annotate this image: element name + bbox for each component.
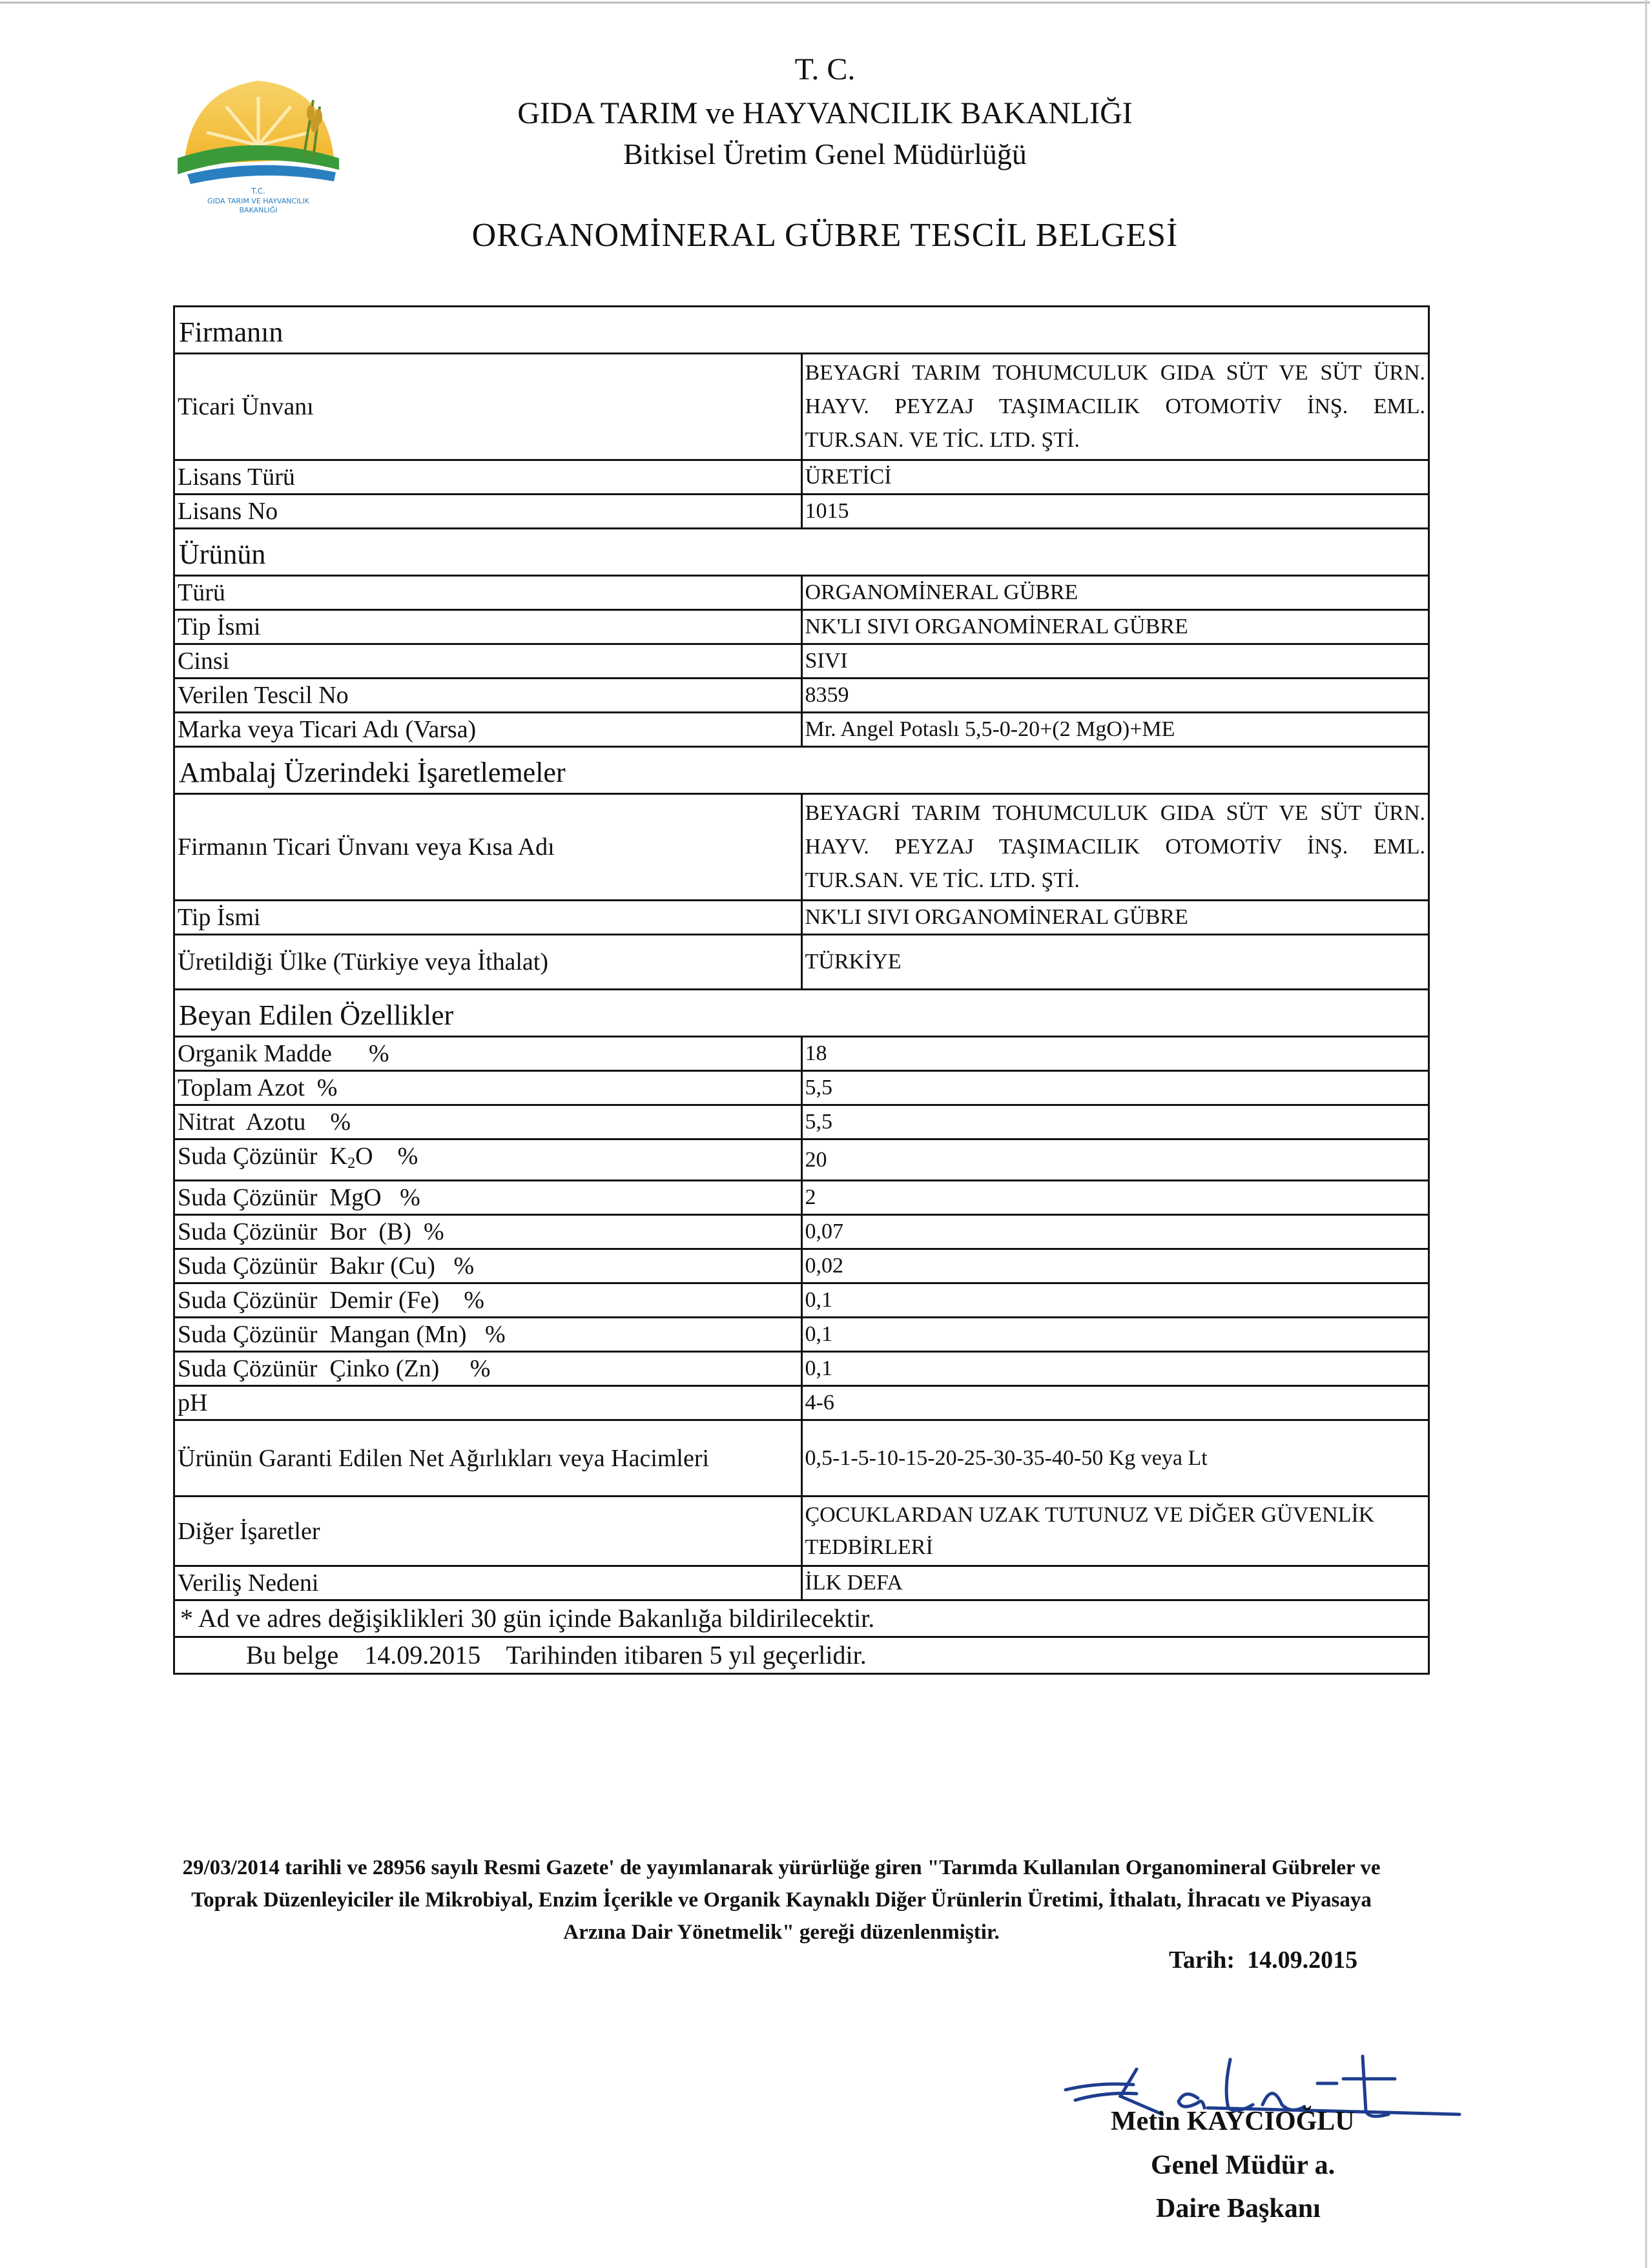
header-directorate: Bitkisel Üretim Genel Müdürlüğü (623, 138, 1027, 170)
field-value: BEYAGRİ TARIM TOHUMCULUK GIDA SÜT VE SÜT ÜRN. HAYV. PEYZAJ TAŞIMACILIK OTOMOTİV İNŞ. EML. TUR.SAN. VE TİC. LTD. ŞTİ. (801, 354, 1429, 460)
field-value: 8359 (801, 679, 1429, 713)
regulation-text: 29/03/2014 tarihli ve 28956 sayılı Resmi Gazete' de yayımlanarak yürürlüğe giren "Tarımda Kullanılan Organomineral Gübreler ve Toprak Düzenleyiciler ile Mikrobiyal, Enzim İçerikle ve Organik Kaynaklı Diğer Ürünlerin Üretimi, İthalatı, İhracatı ve Piyasaya Arzına Dair Yönetmelik" gereği düzenlenmiştir. (182, 1856, 1381, 1944)
field-value: NK'LI SIVI ORGANOMİNERAL GÜBRE (801, 901, 1429, 935)
change-notice: * Ad ve adres değişiklikleri 30 gün içinde Bakanlığa bildirilecektir. (174, 1600, 1429, 1637)
table-row (174, 495, 1429, 529)
field-label: Suda Çözünür Demir (Fe) % (174, 1283, 802, 1318)
field-label: Firmanın Ticari Ünvanı veya Kısa Adı (174, 794, 802, 901)
field-label: Suda Çözünür Mangan (Mn) % (174, 1318, 802, 1352)
field-label: Ürünün Garanti Edilen Net Ağırlıkları veya Hacimleri (174, 1420, 802, 1497)
field-label: Tip İsmi (174, 901, 802, 935)
table-row (174, 1037, 1429, 1071)
table-row (174, 1420, 1429, 1497)
section-row-firma (174, 307, 1429, 354)
field-label: Lisans Türü (174, 460, 802, 495)
field-value: 2 (801, 1181, 1429, 1215)
section-row-beyan (174, 990, 1429, 1037)
svg-text:BAKANLIĞI: BAKANLIĞI (239, 206, 278, 214)
certificate-table (173, 305, 1430, 1675)
field-value: 0,1 (801, 1283, 1429, 1318)
field-value: 4-6 (801, 1386, 1429, 1420)
validity-notice: Bu belge 14.09.2015 Tarihinden itibaren 5 yıl geçerlidir. (174, 1637, 1429, 1674)
field-value: 0,1 (801, 1318, 1429, 1352)
note-row (174, 1600, 1429, 1637)
table-row (174, 794, 1429, 901)
field-value: ÜRETİCİ (801, 460, 1429, 495)
field-label: Türü (174, 576, 802, 610)
field-value: TÜRKİYE (801, 935, 1429, 990)
field-value: NK'LI SIVI ORGANOMİNERAL GÜBRE (801, 610, 1429, 644)
field-label: Suda Çözünür Bakır (Cu) % (174, 1249, 802, 1283)
field-label: Ticari Ünvanı (174, 354, 802, 460)
field-value: 0,02 (801, 1249, 1429, 1283)
field-label: Toplam Azot % (174, 1071, 802, 1105)
field-value: 18 (801, 1037, 1429, 1071)
table-row (174, 1071, 1429, 1105)
table-row (174, 901, 1429, 935)
table-row (174, 679, 1429, 713)
field-value: 0,07 (801, 1215, 1429, 1249)
field-label: Üretildiği Ülke (Türkiye veya İthalat) (174, 935, 802, 990)
table-row (174, 935, 1429, 990)
field-value: 20 (801, 1139, 1429, 1181)
field-label: pH (174, 1386, 802, 1420)
label-text: O % (355, 1143, 418, 1170)
table-row (174, 644, 1429, 679)
field-value: SIVI (801, 644, 1429, 679)
subscript: 2 (347, 1154, 356, 1172)
table-row (174, 1497, 1429, 1566)
field-label: Organik Madde % (174, 1037, 802, 1071)
field-label: Diğer İşaretler (174, 1497, 802, 1566)
note-row (174, 1637, 1429, 1674)
table-row (174, 1139, 1429, 1181)
table-row (174, 1283, 1429, 1318)
signatory-role: Genel Müdür a. (1151, 2151, 1335, 2180)
field-label: Suda Çözünür Bor (B) % (174, 1215, 802, 1249)
section-row-urun (174, 529, 1429, 576)
table-row (174, 610, 1429, 644)
table-row (174, 1105, 1429, 1139)
field-label: Cinsi (174, 644, 802, 679)
section-row-ambalaj (174, 747, 1429, 794)
signatory-department: Daire Başkanı (1156, 2194, 1321, 2223)
field-value: İLK DEFA (801, 1566, 1429, 1600)
header-ministry: GIDA TARIM ve HAYVANCILIK BAKANLIĞI (517, 96, 1133, 130)
document-title: ORGANOMİNERAL GÜBRE TESCİL BELGESİ (471, 217, 1179, 254)
field-label: Marka veya Ticari Adı (Varsa) (174, 713, 802, 747)
issue-date: Tarih: 14.09.2015 (1169, 1946, 1358, 1974)
field-value: 5,5 (801, 1071, 1429, 1105)
field-value: 1015 (801, 495, 1429, 529)
table-row (174, 576, 1429, 610)
section-beyan-heading: Beyan Edilen Özellikler (174, 990, 1429, 1037)
field-label: Suda Çözünür MgO % (174, 1181, 802, 1215)
field-value: BEYAGRİ TARIM TOHUMCULUK GIDA SÜT VE SÜT ÜRN. HAYV. PEYZAJ TAŞIMACILIK OTOMOTİV İNŞ. EML. TUR.SAN. VE TİC. LTD. ŞTİ. (801, 794, 1429, 901)
section-ambalaj-heading: Ambalaj Üzerindeki İşaretlemeler (174, 747, 1429, 794)
table-row (174, 1249, 1429, 1283)
header-tc: T. C. (794, 52, 856, 87)
label-text: Suda Çözünür K (178, 1143, 347, 1170)
field-label: Verilen Tescil No (174, 679, 802, 713)
table-row (174, 460, 1429, 495)
table-row (174, 354, 1429, 460)
section-urun-heading: Ürünün (174, 529, 1429, 576)
table-row (174, 1215, 1429, 1249)
field-label: Nitrat Azotu % (174, 1105, 802, 1139)
field-value: 0,1 (801, 1352, 1429, 1386)
table-row (174, 1181, 1429, 1215)
field-value: ORGANOMİNERAL GÜBRE (801, 576, 1429, 610)
field-value: 5,5 (801, 1105, 1429, 1139)
table-row (174, 1318, 1429, 1352)
section-firma-heading: Firmanın (174, 307, 1429, 354)
field-label: Tip İsmi (174, 610, 802, 644)
signatory-name: Metin KAYCIOĞLU (1111, 2107, 1355, 2136)
table-row (174, 1352, 1429, 1386)
field-value: Mr. Angel Potaslı 5,5-0-20+(2 MgO)+ME (801, 713, 1429, 747)
field-value: 0,5-1-5-10-15-20-25-30-35-40-50 Kg veya Lt (801, 1420, 1429, 1497)
logo-text: T.C. (251, 187, 265, 196)
field-value: ÇOCUKLARDAN UZAK TUTUNUZ VE DİĞER GÜVENLİK TEDBİRLERİ (801, 1497, 1429, 1566)
table-row (174, 1566, 1429, 1600)
svg-text:GIDA TARIM VE HAYVANCILIK: GIDA TARIM VE HAYVANCILIK (207, 197, 310, 205)
field-label: Lisans No (174, 495, 802, 529)
field-label: Suda Çözünür Çinko (Zn) % (174, 1352, 802, 1386)
field-label (174, 1139, 802, 1181)
table-row (174, 713, 1429, 747)
table-row (174, 1386, 1429, 1420)
field-label: Veriliş Nedeni (174, 1566, 802, 1600)
